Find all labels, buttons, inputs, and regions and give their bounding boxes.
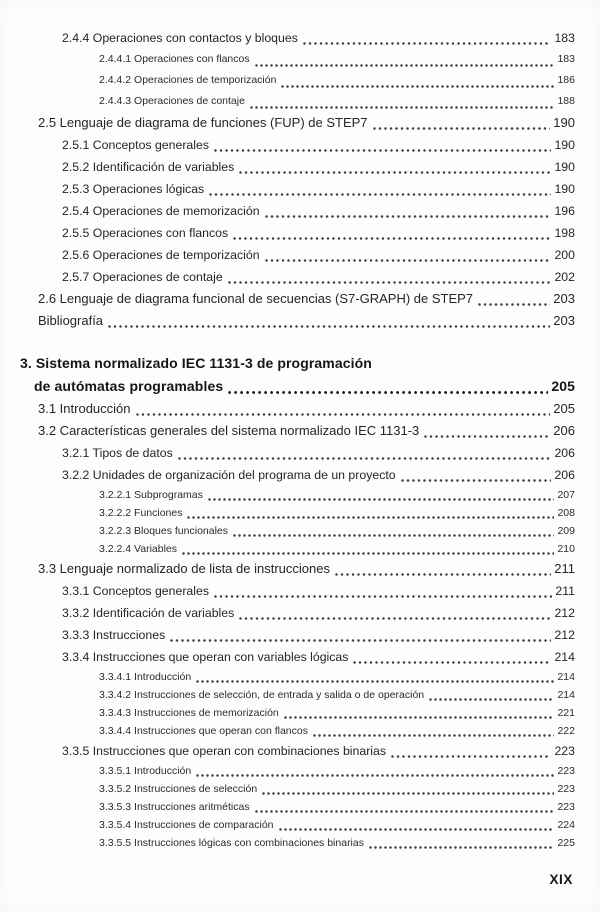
leader-dots — [178, 457, 552, 460]
toc-entry-label: 2.4.4.3 Operaciones de contaje — [99, 95, 245, 107]
toc-entry — [0, 91, 575, 112]
toc-entry-label: 3.3.4.4 Instrucciones que operan con flancos — [99, 725, 308, 737]
toc-entry-page: 183 — [557, 53, 575, 65]
toc-entry-page: 208 — [557, 507, 575, 519]
toc-entry-page: 214 — [554, 650, 575, 664]
toc-entry — [0, 420, 575, 442]
toc-entry-label: 3.3.5.2 Instrucciones de selección — [99, 783, 258, 795]
toc-entry-label: Bibliografía — [38, 313, 104, 328]
toc-entry-page: 214 — [557, 689, 575, 701]
leader-dots — [303, 42, 552, 45]
toc-entry — [0, 780, 575, 798]
toc-entry — [0, 352, 575, 375]
leader-dots — [335, 573, 551, 576]
toc-entry-page: 224 — [557, 819, 575, 831]
toc-entry-page: 214 — [557, 671, 575, 683]
toc-entry-label: 3.2.2.1 Subprogramas — [99, 489, 203, 501]
toc-entry — [0, 624, 575, 646]
toc-entry-page: 223 — [554, 744, 575, 758]
toc-entry-page: 203 — [553, 313, 575, 328]
toc-entry — [0, 27, 575, 49]
toc-entry — [0, 646, 575, 668]
toc-entry — [0, 70, 575, 91]
toc-entry-page: 205 — [551, 378, 575, 394]
leader-dots — [170, 639, 551, 642]
toc-entry — [0, 486, 575, 504]
leader-dots — [279, 828, 555, 831]
toc-entry-label: 2.5.5 Operaciones con flancos — [62, 226, 229, 240]
toc-entry-label: 3.3.4.3 Instrucciones de memorización — [99, 707, 279, 719]
leader-dots — [196, 680, 554, 683]
toc-entry-label: 2.6 Lenguaje de diagrama funcional de secuencias (S7-GRAPH) de STEP7 — [38, 291, 474, 306]
toc-entry — [0, 540, 575, 558]
toc-entry-label: 2.4.4 Operaciones con contactos y bloques — [62, 31, 298, 45]
toc-entry-label: 3.2.2 Unidades de organización del programa de un proyecto — [62, 468, 396, 482]
toc-entry-label: 3.3.4.2 Instrucciones de selección, de entrada y salida o de operación — [99, 689, 425, 701]
toc-entry-page: 211 — [555, 584, 575, 598]
leader-dots — [255, 64, 555, 67]
toc-entry-label: 2.4.4.1 Operaciones con flancos — [99, 53, 250, 65]
toc-entry-label: 3.3 Lenguaje normalizado de lista de instrucciones — [38, 561, 330, 576]
toc-entry — [0, 504, 575, 522]
toc-entry — [0, 834, 575, 852]
toc-entry — [0, 602, 575, 624]
toc-entry — [0, 244, 575, 266]
toc-entry — [0, 266, 575, 288]
leader-dots — [353, 661, 551, 664]
toc-entry-label: 3.3.5.3 Instrucciones aritméticas — [99, 801, 250, 813]
toc-entry — [0, 704, 575, 722]
toc-entry-label: 2.5.7 Operaciones de contaje — [62, 270, 223, 284]
toc-entry-page: 190 — [554, 160, 575, 174]
toc-entry-page: 209 — [557, 525, 575, 537]
leader-dots — [265, 259, 552, 262]
toc-entry — [0, 558, 575, 580]
toc-entry-page: 203 — [553, 291, 575, 306]
toc-entry — [0, 178, 575, 200]
toc-entry-label: 3.3.5.5 Instrucciones lógicas con combinaciones binarias — [99, 837, 364, 849]
toc-entry — [0, 310, 575, 332]
toc-entry-page: 222 — [557, 725, 575, 737]
toc-entry-label: 2.5 Lenguaje de diagrama de funciones (FUP) de STEP7 — [38, 115, 368, 130]
leader-dots — [228, 281, 552, 284]
leader-dots — [239, 617, 551, 620]
toc-entry-page: 212 — [554, 606, 575, 620]
toc-entry-page: 211 — [554, 561, 575, 576]
toc-entry-page: 223 — [557, 765, 575, 777]
toc-entry — [0, 686, 575, 704]
leader-dots — [313, 734, 554, 737]
toc-entry — [0, 375, 575, 398]
toc-entry-label: 2.5.4 Operaciones de memorización — [62, 204, 260, 218]
toc-entry — [0, 288, 575, 310]
toc-entry-page: 198 — [554, 226, 575, 240]
leader-dots — [239, 171, 551, 174]
leader-dots — [228, 391, 548, 394]
toc-entry-page: 212 — [554, 628, 575, 642]
leader-dots — [424, 435, 550, 438]
toc-entry-label: 3.3.3 Instrucciones — [62, 628, 166, 642]
toc-entry-page: 210 — [557, 543, 575, 555]
toc-entry-label: 3.3.5.4 Instrucciones de comparación — [99, 819, 274, 831]
toc-entry — [0, 722, 575, 740]
leader-dots — [284, 716, 555, 719]
toc-entry — [0, 740, 575, 762]
leader-dots — [262, 792, 554, 795]
toc-entry — [0, 398, 575, 420]
toc-entry-page: 190 — [554, 182, 575, 196]
leader-dots — [182, 552, 554, 555]
leader-dots — [391, 755, 551, 758]
toc-entry-page: 206 — [553, 423, 575, 438]
toc-entry-label: de autómatas programables — [34, 378, 224, 394]
toc-entry-page: 207 — [557, 489, 575, 501]
toc-entry — [0, 580, 575, 602]
toc-entry-page: 202 — [554, 270, 575, 284]
toc-entry-page: 206 — [554, 468, 575, 482]
leader-dots — [250, 106, 555, 109]
toc-entry-page: 225 — [557, 837, 575, 849]
toc-entry-page: 196 — [554, 204, 575, 218]
toc-entry-page: 200 — [554, 248, 575, 262]
toc-entry-label: 2.5.1 Conceptos generales — [62, 138, 209, 152]
toc-entry — [0, 464, 575, 486]
toc-entry-label: 3.3.5 Instrucciones que operan con combinaciones binarias — [62, 744, 387, 758]
toc-entry — [0, 200, 575, 222]
toc-entry — [0, 522, 575, 540]
toc-entry-label: 3.2.1 Tipos de datos — [62, 446, 173, 460]
toc-entry-page: 205 — [553, 401, 575, 416]
leader-dots — [281, 85, 554, 88]
toc-entry — [0, 222, 575, 244]
toc-entry-page: 223 — [557, 783, 575, 795]
leader-dots — [187, 516, 554, 519]
leader-dots — [478, 303, 550, 306]
leader-dots — [108, 325, 550, 328]
toc-entry-label: 2.5.2 Identificación de variables — [62, 160, 235, 174]
toc-entry-label: 2.5.6 Operaciones de temporización — [62, 248, 260, 262]
leader-dots — [369, 846, 554, 849]
leader-dots — [401, 479, 552, 482]
toc-entry-page: 206 — [554, 446, 575, 460]
toc-entry-label: 3.2.2.3 Bloques funcionales — [99, 525, 229, 537]
toc-entry — [0, 668, 575, 686]
leader-dots — [255, 810, 555, 813]
leader-dots — [214, 595, 552, 598]
toc-entry-label: 3.2.2.4 Variables — [99, 543, 178, 555]
toc-entry-page: 186 — [557, 74, 575, 86]
leader-dots — [209, 193, 551, 196]
toc-entry-label: 3. Sistema normalizado IEC 1131-3 de programación — [20, 355, 372, 371]
toc-entry — [0, 156, 575, 178]
leader-dots — [196, 774, 554, 777]
toc-entry — [0, 762, 575, 780]
toc-entry-page: 188 — [557, 95, 575, 107]
toc-entry-label: 3.3.5.1 Introducción — [99, 765, 192, 777]
toc-entry-label: 3.3.4.1 Introducción — [99, 671, 192, 683]
toc-entry-label: 2.5.3 Operaciones lógicas — [62, 182, 205, 196]
toc-entry — [0, 442, 575, 464]
leader-dots — [233, 237, 551, 240]
toc-entry-label: 3.3.1 Conceptos generales — [62, 584, 209, 598]
leader-dots — [233, 534, 554, 537]
toc-entry-page: 221 — [557, 707, 575, 719]
leader-dots — [429, 698, 554, 701]
toc-entry-page: 190 — [554, 138, 575, 152]
leader-dots — [373, 127, 551, 130]
toc-entry-label: 3.2.2.2 Funciones — [99, 507, 183, 519]
leader-dots — [214, 149, 551, 152]
toc-entry-label: 3.3.4 Instrucciones que operan con variables lógicas — [62, 650, 349, 664]
toc-entry — [0, 798, 575, 816]
toc-entry-label: 3.2 Características generales del sistema normalizado IEC 1131-3 — [38, 423, 420, 438]
toc-entry — [0, 49, 575, 70]
toc-entry-page: 183 — [554, 31, 575, 45]
toc-entry — [0, 816, 575, 834]
footer-page-number: XIX — [549, 872, 573, 887]
leader-dots — [136, 413, 551, 416]
toc-entry-label: 2.4.4.2 Operaciones de temporización — [99, 74, 277, 86]
toc-entry-label: 3.3.2 Identificación de variables — [62, 606, 235, 620]
toc-entry-page: 190 — [553, 115, 575, 130]
toc-entry-label: 3.1 Introducción — [38, 401, 131, 416]
toc-entry — [0, 134, 575, 156]
leader-dots — [208, 498, 555, 501]
leader-dots — [265, 215, 552, 218]
toc-entry-page: 223 — [557, 801, 575, 813]
toc-entry — [0, 112, 575, 134]
